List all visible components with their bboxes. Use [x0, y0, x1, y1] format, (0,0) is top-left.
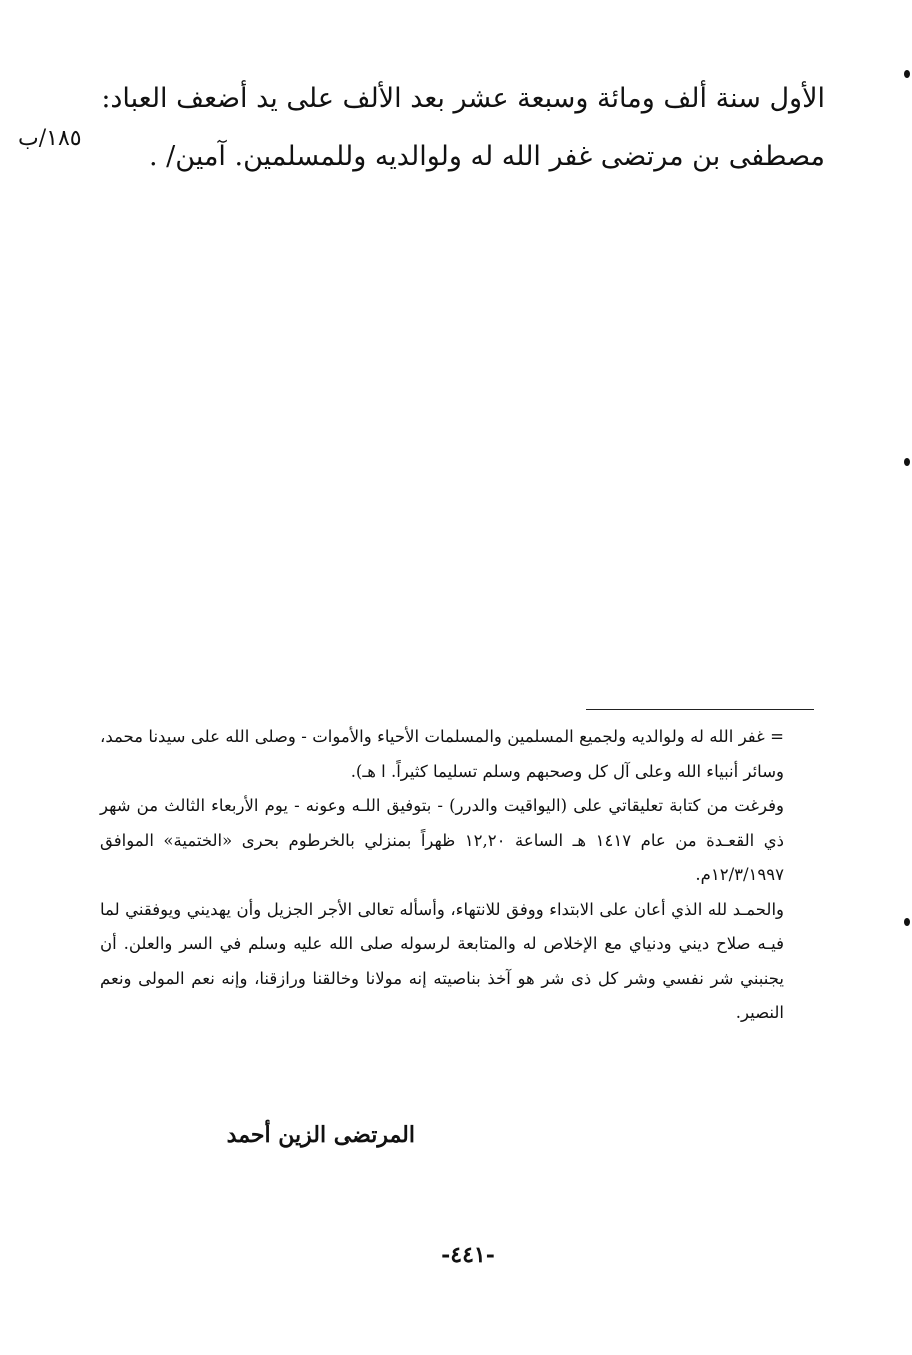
footnote-separator — [586, 709, 814, 710]
footnotes-block — [100, 720, 784, 1031]
binding-mark-2 — [904, 458, 910, 466]
main-text-line-1: الأول سنة ألف ومائة وسبعة عشر بعد الألف على يد أضعف العباد: — [101, 83, 825, 114]
footnote-paragraph-1: = غفر الله له ولوالديه ولجميع المسلمين والمسلمات الأحياء والأموات - وصلى الله على سيدنا محمد، وسائر أنبياء الله وعلى آل كل وصحبهم وسلم تسليما كثيراً. ا هـ). — [100, 727, 784, 781]
margin-folio-reference: ١٨٥/ب — [18, 126, 82, 151]
footnote-paragraph-2: وفرغت من كتابة تعليقاتي على (اليواقيت والدرر) - بتوفيق اللـه وعونه - يوم الأربعاء الثالث من شهر ذي القعـدة من عام ١٤١٧ هـ الساعة ١٢,٢٠ ظهراً بمنزلي بالخرطوم بحرى «الختمية» الموافق ١٢/٣/١٩٩٧م. — [100, 796, 784, 884]
page-number: -٤٤١- — [441, 1242, 495, 1268]
author-signature: المرتضى الزين أحمد — [226, 1122, 415, 1148]
binding-mark-3 — [904, 918, 910, 926]
main-text-block — [100, 70, 825, 186]
binding-mark-1 — [904, 70, 910, 78]
main-text-line-2: مصطفى بن مرتضى غفر الله له ولوالديه وللمسلمين. آمين/ . — [149, 141, 825, 172]
footnote-paragraph-3: والحمـد لله الذي أعان على الابتداء ووفق للانتهاء، وأسأله تعالى الأجر الجزيل وأن يهديني ويوفقني لما فيـه صلاح ديني ودنياي مع الإخلاص له والمتابعة لرسوله صلى الله عليه وسلم في السر والعلن. أن يجنبني شر نفسي وشر كل ذى شر هو آخذ بناصيته إنه مولانا وخالقنا ورازقنا، وإنه نعم المولى ونعم النصير. — [100, 899, 784, 1022]
